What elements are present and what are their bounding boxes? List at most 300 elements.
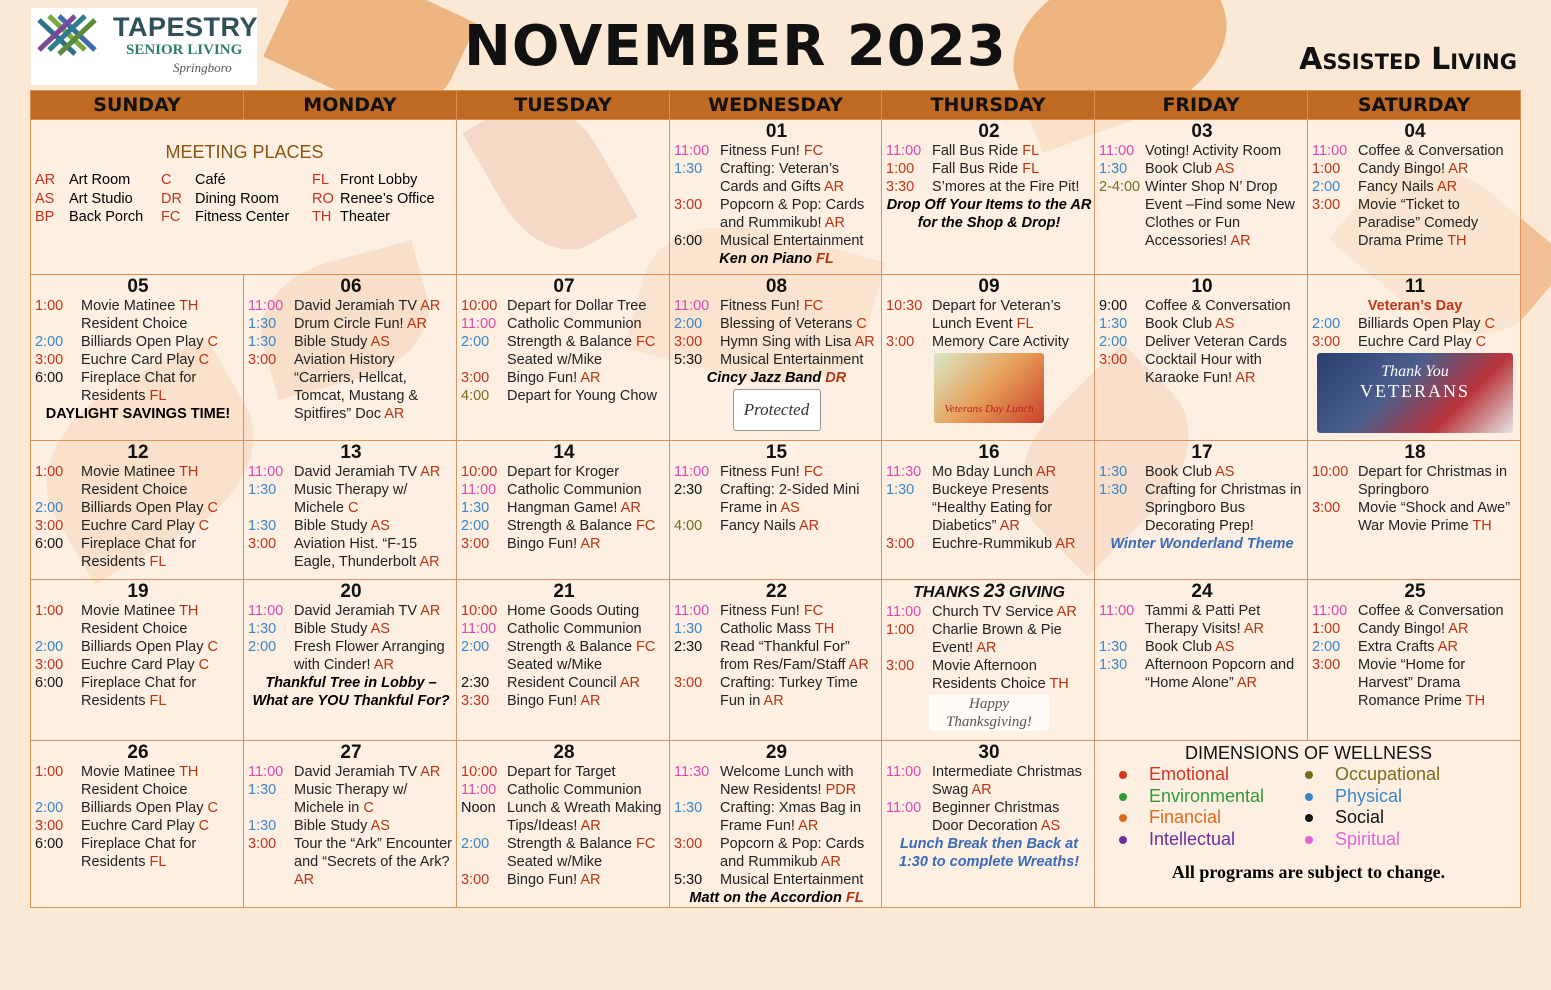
place-code: C (161, 172, 172, 188)
event-time: 10:00 (1312, 464, 1349, 480)
event-time: 1:30 (248, 782, 277, 798)
event-time: 3:00 (248, 836, 277, 852)
event-row (35, 638, 241, 656)
event-desc (1145, 638, 1305, 656)
event-time: 11:00 (1099, 603, 1135, 619)
day-number-heading (886, 581, 1092, 603)
event-desc (507, 638, 667, 674)
event-title: Read “Thankful For” from Res/Fam/Staff (720, 639, 850, 673)
event-desc (81, 351, 241, 369)
event-desc (1145, 481, 1305, 535)
event-row (674, 481, 879, 517)
event-location: TH (179, 764, 199, 780)
event-location: C (198, 518, 210, 534)
event-row (461, 333, 667, 369)
day-cell (670, 441, 882, 580)
event-row (461, 620, 667, 638)
event-title: Bingo Fun! (507, 370, 578, 386)
event-desc (932, 178, 1092, 196)
day-cell (244, 275, 457, 441)
event-time: 11:00 (461, 482, 497, 498)
event-desc (507, 315, 667, 333)
event-desc (720, 602, 879, 620)
event-title: Aviation Hist. “F-15 Eagle, Thunderbolt (294, 536, 418, 570)
event-time: 1:30 (1099, 482, 1128, 498)
heading-right: GIVING (1008, 584, 1065, 601)
place-name: Fitness Center (195, 209, 290, 225)
event-title: Bingo Fun! (507, 693, 578, 709)
wellness-label: Intellectual (1149, 828, 1236, 849)
wellness-item (1119, 786, 1305, 808)
event-title: Depart for Veteran’s Lunch Event (932, 298, 1061, 332)
weekday-sunday: SUNDAY (31, 91, 244, 120)
event-row (248, 781, 454, 817)
event-time: 1:30 (1099, 657, 1128, 673)
tapestry-logo (31, 8, 257, 85)
event-row (248, 535, 454, 571)
event-row (886, 535, 1092, 553)
event-location: TH (814, 621, 835, 637)
event-desc (932, 799, 1092, 835)
event-time: 1:00 (1312, 621, 1341, 637)
event-desc (507, 463, 667, 481)
event-title: Catholic Communion (507, 482, 642, 498)
day-heading: Veteran’s Day (1367, 298, 1463, 314)
event-image (1317, 353, 1513, 433)
event-location: AR (976, 640, 997, 656)
event-row (886, 463, 1092, 481)
day-cell (1308, 275, 1521, 441)
day-cell (457, 275, 670, 441)
event-time: 2:30 (461, 675, 490, 691)
event-time: 3:00 (35, 518, 64, 534)
event-title: Book Club (1145, 316, 1212, 332)
event-location: C (348, 500, 359, 516)
event-time: 1:30 (1099, 316, 1128, 332)
event-row (248, 315, 454, 333)
event-row (35, 674, 241, 710)
place-name: Art Studio (69, 190, 133, 207)
event-location: C (207, 639, 219, 655)
event-desc (1358, 656, 1518, 710)
event-desc (1358, 620, 1518, 638)
event-time: 3:00 (248, 536, 277, 552)
event-row (886, 621, 1092, 657)
event-image (934, 353, 1044, 423)
event-time: 1:30 (1099, 639, 1128, 655)
event-title: Fitness Fun! (720, 464, 800, 480)
event-title: Intermediate Christmas Swag (932, 764, 1082, 798)
event-time: 11:00 (248, 764, 284, 780)
event-title: Crafting: Veteran’s Cards and Gifts (720, 161, 840, 195)
event-row (1099, 315, 1305, 333)
event-title: Fireplace Chat for Residents (81, 675, 197, 709)
day-number: 15 (765, 442, 788, 463)
event-desc (81, 369, 241, 405)
event-time: 3:00 (1312, 500, 1341, 516)
event-location: AS (370, 818, 390, 834)
event-location: C (198, 657, 210, 673)
event-row (35, 463, 241, 499)
wellness-cell (1095, 741, 1521, 908)
event-time: 1:00 (886, 622, 915, 638)
event-location: AR (420, 764, 441, 780)
event-desc (1145, 351, 1305, 387)
event-row (461, 499, 667, 517)
event-time: 1:00 (35, 603, 64, 619)
event-row (35, 602, 241, 638)
event-title: Tammi & Patti Pet Therapy Visits! (1145, 603, 1261, 637)
event-desc (932, 603, 1092, 621)
day-number: 01 (765, 121, 788, 142)
day-cell (244, 441, 457, 580)
event-desc (1358, 315, 1518, 333)
place-name: Front Lobby (340, 172, 418, 188)
event-desc (932, 333, 1092, 351)
event-desc (1358, 602, 1518, 620)
event-title: Fancy Nails (1358, 179, 1434, 195)
event-title: Musical Entertainment (720, 233, 864, 249)
event-location: AR (580, 872, 601, 888)
event-title: Fall Bus Ride (932, 161, 1019, 177)
event-desc (507, 835, 667, 871)
event-desc (294, 763, 454, 781)
event-time: 1:30 (248, 818, 277, 834)
event-desc (81, 297, 241, 333)
wellness-item (1119, 829, 1305, 851)
event-row (35, 499, 241, 517)
event-title: Hymn Sing with Lisa (720, 334, 852, 350)
event-title: Book Club (1145, 464, 1212, 480)
day-cell (1095, 441, 1308, 580)
event-location: AR (798, 518, 820, 534)
event-row (674, 351, 879, 369)
day-cell (670, 580, 882, 741)
day-number: 24 (1191, 581, 1213, 602)
event-location: AR (823, 179, 845, 195)
event-desc (81, 463, 241, 499)
event-desc (294, 333, 454, 351)
event-title: Movie “Ticket to Paradise” Comedy Drama Prime (1358, 197, 1479, 249)
event-title: Movie Matinee (81, 603, 176, 619)
event-desc (294, 817, 454, 835)
event-location: AS (370, 334, 390, 350)
day-cell (457, 741, 670, 908)
event-title: Crafting: Xmas Bag in Frame Fun! (720, 800, 862, 834)
event-location: TH (179, 464, 199, 480)
event-row (35, 297, 241, 333)
event-title: Tour the “Ark” Encounter and “Secrets of the Ark? (294, 836, 452, 870)
event-row (1099, 481, 1305, 535)
event-time: 11:00 (886, 800, 922, 816)
event-title: Charlie Brown & Pie Event! (932, 622, 1062, 656)
event-title: Fancy Nails (720, 518, 796, 534)
place-code: FC (161, 209, 181, 225)
event-desc (507, 535, 667, 553)
event-row (886, 481, 1092, 535)
event-desc (81, 817, 241, 835)
event-desc (507, 620, 667, 638)
day-number: 23 (983, 581, 1005, 602)
event-desc (720, 763, 879, 799)
event-desc (720, 517, 879, 535)
day-number: 12 (127, 442, 149, 463)
event-row (674, 142, 879, 160)
event-title: Church TV Service (932, 604, 1054, 620)
event-row (674, 517, 879, 535)
event-desc (1145, 178, 1305, 250)
event-time: 11:00 (248, 603, 284, 619)
event-desc (507, 333, 667, 369)
event-time: 11:00 (248, 298, 284, 314)
event-row (674, 674, 879, 710)
event-desc (720, 142, 879, 160)
place-code: BP (35, 209, 55, 225)
bullet-icon (1305, 771, 1313, 779)
wellness-item (1305, 764, 1495, 786)
note-text: Drop Off Your Items to the AR for the Shop & Drop! (886, 197, 1092, 231)
event-row (674, 232, 879, 250)
event-title: Movie Matinee (81, 298, 176, 314)
event-title: Candy Bingo! (1358, 161, 1446, 177)
event-time: 2:30 (674, 482, 703, 498)
event-desc (720, 160, 879, 196)
event-desc (294, 481, 454, 517)
event-desc (81, 835, 241, 871)
event-time: 3:00 (1312, 334, 1341, 350)
event-desc (720, 799, 879, 835)
event-time: 11:30 (674, 764, 710, 780)
event-time: 3:00 (674, 334, 703, 350)
day-note (1099, 535, 1305, 553)
event-time: 11:00 (248, 464, 284, 480)
event-title: Fitness Fun! (720, 298, 800, 314)
day-cell (670, 741, 882, 908)
event-row (248, 835, 454, 889)
event-location: AR (798, 818, 819, 834)
event-title: Buckeye Presents “Healthy Eating for Diabetics” (932, 482, 1053, 534)
event-desc (507, 499, 667, 517)
event-location: AR (580, 818, 601, 834)
logo-subtitle: SENIOR LIVING (126, 42, 243, 58)
place-code: DR (161, 190, 182, 207)
event-title: Coffee & Conversation (1358, 143, 1504, 159)
event-time: 2:00 (248, 639, 277, 655)
event-desc (81, 535, 241, 571)
day-cell (1095, 580, 1308, 741)
day-cell (1308, 441, 1521, 580)
event-row (461, 517, 667, 535)
day-cell (670, 275, 882, 441)
event-title: Depart for Target (507, 764, 616, 780)
place-code: FL (312, 172, 329, 188)
event-desc (720, 835, 879, 871)
event-location: AS (370, 518, 390, 534)
event-time: 3:00 (1312, 657, 1341, 673)
day-number: 14 (553, 442, 575, 463)
event-title: Strength & Balance (507, 836, 632, 852)
event-desc (1358, 160, 1518, 178)
event-row (886, 603, 1092, 621)
event-time: 2:00 (1312, 639, 1341, 655)
event-extra: Seated w/Mike (507, 352, 603, 368)
event-row (674, 763, 879, 799)
note-location: FL (815, 251, 834, 267)
event-location: AR (406, 316, 427, 332)
event-time: 1:30 (1099, 161, 1128, 177)
event-row (1099, 351, 1305, 387)
event-extra: Resident Choice (81, 482, 188, 498)
event-title: Catholic Communion (507, 621, 642, 637)
event-time: 5:30 (674, 872, 703, 888)
event-time: 11:00 (674, 298, 710, 314)
event-desc (932, 763, 1092, 799)
event-title: Fitness Fun! (720, 143, 800, 159)
event-desc (294, 620, 454, 638)
event-location: C (198, 818, 210, 834)
event-location: FL (149, 854, 167, 870)
event-row (1312, 142, 1518, 160)
event-title: Billiards Open Play (1358, 316, 1481, 332)
event-desc (1358, 333, 1518, 351)
weekday-thursday: THURSDAY (882, 91, 1095, 120)
event-title: Bingo Fun! (507, 872, 578, 888)
event-desc (932, 535, 1092, 553)
wellness-label: Emotional (1149, 764, 1230, 784)
event-desc (81, 602, 241, 638)
event-time: 3:00 (461, 872, 490, 888)
event-title: Musical Entertainment (720, 352, 864, 368)
event-row (461, 535, 667, 553)
event-title: Depart for Dollar Tree (507, 298, 647, 314)
event-time: 11:00 (461, 621, 497, 637)
event-location: AS (1040, 818, 1061, 834)
event-row (35, 535, 241, 571)
event-location: AR (1436, 179, 1458, 195)
event-title: Extra Crafts (1358, 639, 1435, 655)
calendar-grid (30, 90, 1521, 908)
day-number: 06 (340, 276, 362, 297)
bullet-icon (1305, 814, 1313, 822)
event-title: Welcome Lunch with New Residents! (720, 764, 854, 798)
day-note (674, 250, 879, 268)
place-name: Café (195, 172, 226, 188)
weekday-monday: MONDAY (244, 91, 457, 120)
event-location: AR (294, 872, 315, 888)
event-desc (720, 315, 879, 333)
event-title: Fall Bus Ride (932, 143, 1019, 159)
event-title: Depart for Young Chow (507, 388, 657, 404)
meeting-places-cell (31, 120, 457, 275)
event-title: S’mores at the Fire Pit! (932, 179, 1080, 195)
event-time: 1:30 (886, 482, 915, 498)
event-row (674, 799, 879, 835)
event-title: David Jeramiah TV (294, 603, 418, 619)
event-row (1099, 463, 1305, 481)
event-row (886, 142, 1092, 160)
day-cell (1095, 120, 1308, 275)
event-location: AR (1437, 639, 1458, 655)
event-desc (1145, 315, 1305, 333)
day-cell (31, 741, 244, 908)
event-desc (507, 763, 667, 781)
event-row (674, 315, 879, 333)
event-title: Hangman Game! (507, 500, 618, 516)
event-row (674, 835, 879, 871)
event-location: AR (420, 464, 441, 480)
event-row (886, 178, 1092, 196)
event-row (886, 657, 1092, 693)
event-location: AS (1215, 161, 1235, 177)
event-desc (720, 351, 879, 369)
day-note (674, 369, 879, 387)
event-row (1312, 315, 1518, 333)
event-time: 3:00 (674, 836, 703, 852)
place-code: AS (35, 190, 55, 207)
event-time: 2:00 (461, 334, 490, 350)
event-desc (81, 333, 241, 351)
day-cell (670, 120, 882, 275)
event-location: TH (179, 298, 199, 314)
event-row (461, 297, 667, 315)
event-image (733, 389, 821, 431)
event-time: 11:00 (461, 316, 497, 332)
event-time: 6:00 (35, 370, 64, 386)
day-number: 30 (978, 742, 1000, 763)
event-time: 11:00 (886, 604, 922, 620)
event-title: Musical Entertainment (720, 872, 864, 888)
event-location: AR (971, 782, 992, 798)
event-title: Bible Study (294, 334, 368, 350)
event-title: Fireplace Chat for Residents (81, 536, 197, 570)
event-desc (507, 799, 667, 835)
event-time: 2:00 (1312, 179, 1341, 195)
event-location: AR (1243, 621, 1265, 637)
event-desc (1145, 160, 1305, 178)
note-text: Matt on the Accordion (689, 890, 842, 906)
event-title: Strength & Balance (507, 518, 632, 534)
event-row (248, 817, 454, 835)
event-title: Euchre Card Play (81, 518, 195, 534)
event-row (461, 387, 667, 405)
event-location: AS (1215, 464, 1235, 480)
event-location: AR (419, 554, 440, 570)
event-desc (720, 871, 879, 889)
event-title: Lunch & Wreath Making Tips/Ideas! (507, 800, 662, 834)
event-row (1312, 178, 1518, 196)
event-row (1312, 463, 1518, 499)
day-number: 10 (1191, 276, 1213, 297)
event-row (1099, 142, 1305, 160)
event-row (674, 463, 879, 481)
note-text: Winter Wonderland Theme (1110, 536, 1294, 552)
event-time: 3:00 (674, 197, 703, 213)
event-row (35, 369, 241, 405)
wellness-label: Environmental (1149, 785, 1265, 806)
event-row (1312, 160, 1518, 178)
event-time: 6:00 (35, 675, 64, 691)
event-title: Euchre Card Play (1358, 334, 1472, 350)
day-cell (457, 441, 670, 580)
event-location: FL (1022, 143, 1040, 159)
event-desc (720, 638, 879, 674)
day-cell (882, 741, 1095, 908)
event-row (886, 160, 1092, 178)
event-time: 1:00 (35, 464, 64, 480)
event-time: 3:00 (461, 370, 490, 386)
event-desc (294, 463, 454, 481)
day-number: 29 (765, 742, 788, 763)
